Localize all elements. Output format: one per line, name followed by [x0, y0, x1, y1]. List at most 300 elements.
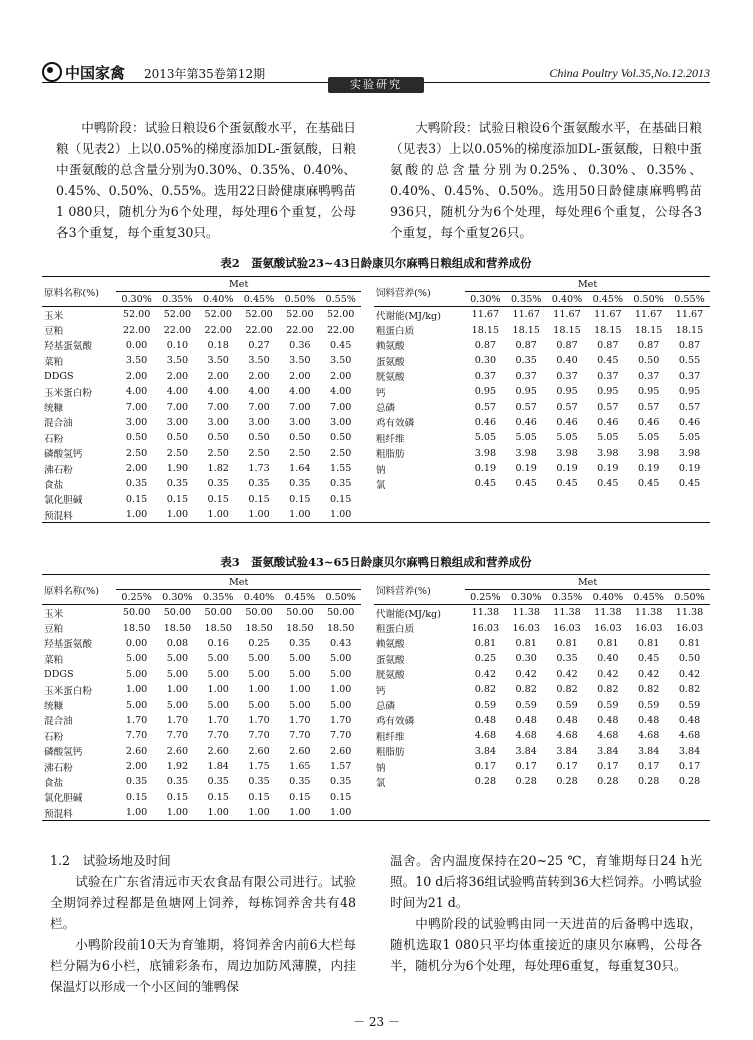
nutrient-value: 0.50 — [678, 653, 701, 665]
nutrient-value: 16.03 — [553, 622, 581, 634]
ingredient-value: 5.00 — [248, 699, 270, 711]
ingredient-value: 7.70 — [289, 730, 311, 742]
ingredient-value: 0.50 — [166, 432, 189, 444]
ingredient-value: 2.60 — [207, 745, 229, 757]
ingredient-value: 0.35 — [289, 776, 311, 788]
nutrient-value: 0.45 — [637, 478, 660, 490]
nutrient-name: 蛋氨酸 — [375, 356, 405, 368]
nutrient-value: 0.57 — [597, 401, 619, 413]
ingredient-value: 1.90 — [166, 463, 189, 475]
ingredient-name: 氯化胆碱 — [44, 793, 83, 805]
nutrient-value: 11.67 — [594, 309, 622, 321]
nutrient-value: 0.81 — [678, 637, 701, 649]
nutrient-value: 11.38 — [471, 607, 500, 619]
nutrient-value — [669, 507, 710, 523]
nutrient-value: 0.82 — [597, 684, 619, 696]
ingredient-value: 1.55 — [329, 463, 352, 475]
ingredient-value: 7.00 — [329, 401, 352, 413]
nutrient-value: 0.42 — [556, 668, 578, 680]
nutrient-value: 0.87 — [556, 339, 578, 351]
nutrient-value: 3.98 — [515, 447, 537, 459]
ingredient-value: 3.00 — [166, 416, 189, 428]
ingredient-value: 1.00 — [207, 684, 229, 696]
ingredient-value: 3.00 — [125, 416, 148, 428]
ingredient-value: 1.00 — [157, 805, 198, 821]
ingredient-value: 0.35 — [166, 776, 189, 788]
ingredient-value: 0.00 — [125, 339, 148, 351]
ingredient-value: 5.00 — [289, 668, 311, 680]
nutrient-name: 胱氨酸 — [375, 372, 405, 384]
ingredient-value: 1.70 — [125, 714, 148, 726]
nutrient-value — [506, 805, 547, 821]
met-level-header: 0.35% — [157, 292, 198, 307]
met-level-header: 0.35% — [506, 292, 547, 307]
nutrient-value: 0.45 — [637, 653, 660, 665]
met-level-header: 0.45% — [279, 590, 320, 605]
ingredient-name: 羟基蛋氨酸 — [44, 639, 92, 651]
nutrient-name: 粗纤维 — [375, 731, 405, 743]
nutrient-value: 0.19 — [597, 463, 619, 475]
ingredient-value: 2.00 — [125, 761, 148, 773]
met-level-header: 0.50% — [669, 590, 710, 605]
met-level-header: 0.45% — [239, 292, 280, 307]
nutrient-value: 0.28 — [474, 776, 497, 788]
nutrient-value: 0.19 — [515, 463, 537, 475]
ingredient-value: 50.00 — [122, 607, 151, 619]
met-level-header: 0.25% — [465, 590, 506, 605]
issue-label: 2013年第35卷第12期 — [144, 67, 266, 81]
nutrient-value: 4.68 — [637, 730, 660, 742]
ingredient-value: 1.70 — [248, 714, 270, 726]
ingredient-value: 1.82 — [207, 463, 229, 475]
column-gap — [361, 759, 374, 774]
ingredient-name: 玉米蛋白粉 — [44, 685, 92, 697]
nutrient-value: 0.95 — [637, 386, 660, 398]
column-gap — [361, 682, 374, 697]
ingredient-value: 2.00 — [125, 463, 148, 475]
nutrient-value: 0.46 — [637, 416, 660, 428]
ingredient-value: 18.50 — [326, 622, 355, 634]
ingredient-value: 1.00 — [289, 684, 311, 696]
journal-logo — [42, 62, 125, 83]
nutrient-value: 11.67 — [512, 309, 540, 321]
ingredient-value: 1.57 — [329, 761, 352, 773]
nutrient-value: 0.95 — [474, 386, 497, 398]
nutrient-value: 0.82 — [678, 684, 701, 696]
nutrient-value — [669, 805, 710, 821]
ingredient-value: 22.00 — [286, 324, 314, 336]
journal-emblem-icon — [42, 62, 62, 82]
nutrient-value: 0.81 — [474, 637, 497, 649]
nutrient-value — [506, 790, 547, 805]
nutrient-value: 0.48 — [678, 714, 701, 726]
ingredient-value: 0.35 — [248, 478, 270, 490]
ingredient-value: 3.50 — [329, 355, 352, 367]
ingredient-value: 4.00 — [329, 386, 352, 398]
ingredient-value: 5.00 — [125, 653, 148, 665]
ingredient-value: 1.00 — [125, 684, 148, 696]
nutrient-value: 3.98 — [637, 447, 660, 459]
ingredient-value: 4.00 — [248, 386, 270, 398]
ingredient-value: 0.35 — [289, 478, 311, 490]
nutrient-name: 蛋氨酸 — [375, 654, 405, 666]
met-level-header: 0.40% — [547, 292, 588, 307]
ingredient-value: 0.15 — [207, 493, 229, 505]
table-row — [42, 759, 710, 774]
ingredient-value: 0.35 — [248, 776, 270, 788]
nutrient-value: 11.38 — [594, 607, 622, 619]
nutrient-value: 0.55 — [678, 355, 701, 367]
nutrient-name: 总磷 — [375, 403, 395, 415]
table-header-row — [42, 575, 710, 590]
table-row — [42, 651, 710, 666]
nutrient-value — [587, 507, 628, 523]
ingredient-value: 2.00 — [207, 370, 229, 382]
ingredient-value: 2.50 — [166, 447, 189, 459]
ingredient-value: 18.50 — [163, 622, 192, 634]
nutrient-value: 0.45 — [515, 478, 537, 490]
nutrient-value — [547, 805, 588, 821]
ingredient-value: 0.35 — [125, 478, 148, 490]
ingredient-value: 0.25 — [248, 637, 270, 649]
column-gap — [361, 575, 374, 605]
column-gap — [361, 399, 374, 414]
section-heading: 1.2 试验场地及时间 — [50, 853, 171, 868]
ingredient-value: 0.35 — [166, 478, 189, 490]
ingredient-value: 1.00 — [198, 507, 239, 523]
nutrient-name: 粗纤维 — [375, 433, 405, 445]
nutrient-value: 3.84 — [474, 745, 497, 757]
nutrient-value: 0.37 — [637, 370, 660, 382]
column-gap — [361, 369, 374, 384]
ingredient-value: 5.00 — [166, 668, 189, 680]
nutrient-value: 5.05 — [678, 432, 701, 444]
table2 — [42, 276, 710, 523]
ingredient-value: 3.50 — [289, 355, 311, 367]
nutrient-value: 0.95 — [597, 386, 619, 398]
met-level-header: 0.45% — [628, 590, 669, 605]
table-row — [42, 384, 710, 399]
ingredient-value: 1.00 — [279, 805, 320, 821]
nutrient-value: 0.45 — [556, 478, 578, 490]
nutrient-value: 11.67 — [634, 309, 663, 321]
ingredient-value: 3.00 — [289, 416, 311, 428]
nutrient-value — [669, 492, 710, 507]
met-group-header: Met — [116, 277, 361, 292]
nutrient-value — [547, 790, 588, 805]
ingredient-value: 0.50 — [207, 432, 229, 444]
met-level-header: 0.40% — [587, 590, 628, 605]
nutrient-value: 0.48 — [597, 714, 619, 726]
column-gap — [361, 805, 374, 821]
nutrient-name: 赖氨酸 — [375, 341, 405, 353]
ingredient-value: 5.00 — [166, 653, 189, 665]
nutrient-name — [374, 507, 465, 523]
ingredient-value: 2.00 — [248, 370, 270, 382]
nutrient-name: 氯 — [375, 479, 386, 491]
ingredient-value: 0.35 — [207, 776, 229, 788]
ingredient-value: 50.00 — [326, 607, 355, 619]
table-row — [42, 461, 710, 476]
nutrient-name: 粗蛋白质 — [375, 326, 415, 338]
table-row — [42, 369, 710, 384]
ingredient-value: 1.70 — [289, 714, 311, 726]
nutrient-value: 0.87 — [678, 339, 701, 351]
ingredient-name: 氯化胆碱 — [44, 495, 83, 507]
ingredient-name: 食盐 — [44, 479, 64, 491]
ingredient-value: 0.10 — [166, 339, 189, 351]
nutrient-value: 11.38 — [512, 607, 540, 619]
section-paragraph-1: 试验在广东省清远市天农食品有限公司进行。试验全期饲养过程都是鱼塘网上饲养，每栋饲养舍共有48栏。 — [50, 874, 356, 931]
nutrient-value: 3.84 — [515, 745, 537, 757]
ingredient-value: 5.00 — [329, 668, 352, 680]
nutrient-name: 代谢能(MJ/kg) — [375, 310, 441, 322]
ingredient-value: 0.15 — [207, 791, 229, 803]
ingredient-name: 统糠 — [44, 403, 64, 415]
ingredient-name: 石粉 — [44, 433, 64, 445]
nutrient-name: 钙 — [375, 387, 386, 399]
nutrient-value: 5.05 — [556, 432, 578, 444]
table-row — [42, 430, 710, 445]
nutrient-value: 0.59 — [678, 699, 701, 711]
ingredient-value: 52.00 — [204, 309, 232, 321]
column-gap — [361, 384, 374, 399]
nutrient-name: 粗蛋白质 — [375, 624, 415, 636]
nutrient-value: 0.35 — [515, 355, 537, 367]
met-level-header: 0.35% — [547, 590, 588, 605]
nutrient-value: 0.57 — [474, 401, 497, 413]
ingredient-value: 2.00 — [329, 370, 352, 382]
ingredient-value: 4.00 — [166, 386, 189, 398]
table-row — [42, 605, 710, 621]
ingredient-value: 1.00 — [320, 507, 361, 523]
nutrient-value: 0.42 — [637, 668, 660, 680]
nutrient-value: 4.68 — [597, 730, 619, 742]
ingredient-name: 玉米 — [44, 608, 64, 620]
ingredient-value: 3.50 — [125, 355, 148, 367]
nutrient-value: 16.03 — [512, 622, 540, 634]
nutrient-value: 0.57 — [515, 401, 537, 413]
nutrient-value: 0.42 — [597, 668, 619, 680]
nutrient-value: 0.59 — [474, 699, 497, 711]
ingredient-value: 1.92 — [166, 761, 189, 773]
nutrient-value: 0.87 — [597, 339, 619, 351]
nutrient-value: 0.82 — [474, 684, 497, 696]
ingredient-value: 2.50 — [289, 447, 311, 459]
met-group-header: Met — [465, 277, 710, 292]
nutrient-value: 0.81 — [597, 637, 619, 649]
nutrient-name: 鸡有效磷 — [375, 716, 415, 728]
met-group-header: Met — [116, 575, 361, 590]
nutrient-value: 11.67 — [471, 309, 500, 321]
ingredient-value: 3.00 — [248, 416, 270, 428]
ingredient-value: 7.00 — [207, 401, 229, 413]
ingredient-name: DDGS — [44, 668, 74, 680]
ingredient-value: 50.00 — [204, 607, 232, 619]
met-level-header: 0.40% — [239, 590, 280, 605]
ingredient-value: 3.50 — [207, 355, 229, 367]
nutrient-value: 18.15 — [512, 324, 540, 336]
ingredient-value: 0.15 — [289, 791, 311, 803]
table-row — [42, 774, 710, 789]
nutrient-value: 0.40 — [556, 355, 578, 367]
ingredient-value: 0.45 — [329, 339, 352, 351]
ingredient-value: 52.00 — [326, 309, 355, 321]
ingredient-value: 0.35 — [289, 637, 311, 649]
table-row — [42, 667, 710, 682]
nutrient-name: 氯 — [375, 777, 386, 789]
ingredient-value: 3.50 — [166, 355, 189, 367]
nutrient-value: 3.98 — [678, 447, 701, 459]
nutrient-value: 0.95 — [678, 386, 701, 398]
column-gap — [361, 697, 374, 712]
nutrient-column-header: 饲料营养(%) — [374, 575, 465, 605]
nutrient-value: 18.15 — [594, 324, 622, 336]
table-row — [42, 307, 710, 323]
nutrient-value — [628, 492, 669, 507]
column-gap — [361, 605, 374, 621]
nutrient-value: 16.03 — [471, 622, 500, 634]
nutrient-value: 0.25 — [474, 653, 497, 665]
ingredient-column-header: 原料名称(%) — [42, 277, 116, 307]
ingredient-value: 0.36 — [289, 339, 311, 351]
ingredient-value: 2.50 — [248, 447, 270, 459]
nutrient-value: 18.15 — [634, 324, 663, 336]
ingredient-value: 0.50 — [125, 432, 148, 444]
nutrient-value: 0.81 — [637, 637, 660, 649]
ingredient-value: 3.50 — [248, 355, 270, 367]
met-level-header: 0.30% — [465, 292, 506, 307]
table-header-row — [42, 277, 710, 292]
ingredient-name: DDGS — [44, 370, 74, 382]
nutrient-value: 0.46 — [597, 416, 619, 428]
nutrient-value — [465, 492, 506, 507]
nutrient-value: 0.42 — [515, 668, 537, 680]
ingredient-value: 2.60 — [289, 745, 311, 757]
ingredient-value: 5.00 — [207, 699, 229, 711]
nutrient-value: 0.57 — [637, 401, 660, 413]
column-gap — [361, 774, 374, 789]
ingredient-value: 50.00 — [163, 607, 192, 619]
table-row — [42, 399, 710, 414]
section-paragraph-4: 中鸭阶段的试验鸭由同一天进苗的后备鸭中选取，随机选取1 080只平均体重接近的康贝尔麻鸭，公母各半，随机分为6个处理，每处理6重复，每重复30只。 — [390, 916, 702, 973]
table-row — [42, 805, 710, 821]
nutrient-value: 0.82 — [556, 684, 578, 696]
column-gap — [361, 476, 374, 491]
nutrient-value — [587, 790, 628, 805]
table-row — [42, 492, 710, 507]
section-paragraph-2: 小鸭阶段前10天为育雏期，将饲养舍内前6大栏每栏分隔为6小栏，底铺彩条布，周边加防风薄膜，内挂保温灯以形成一个小区间的雏鸭保 — [50, 937, 356, 994]
table-row — [42, 790, 710, 805]
ingredient-value: 22.00 — [122, 324, 151, 336]
nutrient-value: 16.03 — [634, 622, 663, 634]
nutrient-value: 16.03 — [675, 622, 704, 634]
ingredient-value: 7.70 — [166, 730, 189, 742]
column-gap — [361, 728, 374, 743]
ingredient-name: 菜粕 — [44, 654, 64, 666]
ingredient-value: 1.65 — [289, 761, 311, 773]
nutrient-name: 钠 — [375, 464, 386, 476]
left-top-paragraph: 中鸭阶段：试验日粮设6个蛋氨酸水平，在基础日粮（见表2）上以0.05%的梯度添加DL-蛋氨酸，日粮中蛋氨酸的总含量分别为0.30%、0.35%、0.40%、0.45%、0.50%、0.55%。选用22日龄健康麻鸭鸭苗1 080只，随机分为6个处理，每处理6个重复，公母各3个重复，每个重复30只。 — [56, 120, 356, 240]
ingredient-name: 沸石粉 — [44, 762, 73, 774]
table-row — [42, 682, 710, 697]
table-row — [42, 507, 710, 523]
nutrient-value: 0.81 — [515, 637, 537, 649]
ingredient-name: 豆粕 — [44, 624, 64, 636]
ingredient-value: 7.70 — [329, 730, 352, 742]
column-gap — [361, 461, 374, 476]
table-row — [42, 744, 710, 759]
ingredient-value: 0.15 — [248, 791, 270, 803]
ingredient-value: 0.15 — [329, 791, 352, 803]
ingredient-name: 石粉 — [44, 731, 64, 743]
ingredient-value: 2.60 — [248, 745, 270, 757]
ingredient-name: 羟基蛋氨酸 — [44, 341, 92, 353]
column-gap — [361, 507, 374, 523]
nutrient-value: 0.17 — [556, 761, 578, 773]
nutrient-value: 0.45 — [597, 355, 619, 367]
nutrient-value: 0.57 — [556, 401, 578, 413]
column-gap — [361, 636, 374, 651]
ingredient-value: 1.00 — [239, 805, 280, 821]
met-level-header: 0.30% — [506, 590, 547, 605]
table3-caption: 表3 蛋氨酸试验43~65日龄康贝尔麻鸭日粮组成和营养成份 — [220, 555, 532, 569]
nutrient-value: 0.59 — [556, 699, 578, 711]
nutrient-value: 0.28 — [597, 776, 619, 788]
page-number: － 23 － — [353, 1015, 400, 1029]
nutrient-value: 11.38 — [634, 607, 663, 619]
nutrient-value: 3.84 — [637, 745, 660, 757]
ingredient-value: 1.00 — [157, 507, 198, 523]
ingredient-value: 4.00 — [289, 386, 311, 398]
ingredient-value: 22.00 — [245, 324, 273, 336]
ingredient-name: 菜粕 — [44, 356, 64, 368]
table-row — [42, 636, 710, 651]
ingredient-name: 统糠 — [44, 701, 64, 713]
nutrient-value: 0.48 — [515, 714, 537, 726]
nutrient-value: 5.05 — [474, 432, 497, 444]
ingredient-value: 7.70 — [207, 730, 229, 742]
ingredient-value: 1.64 — [289, 463, 311, 475]
ingredient-value: 1.70 — [329, 714, 352, 726]
nutrient-value: 0.45 — [474, 478, 497, 490]
nutrient-value: 3.84 — [556, 745, 578, 757]
nutrient-value: 0.17 — [678, 761, 701, 773]
nutrient-value: 0.19 — [637, 463, 660, 475]
nutrient-value: 0.46 — [515, 416, 537, 428]
ingredient-value: 1.75 — [248, 761, 270, 773]
ingredient-value: 3.00 — [207, 416, 229, 428]
nutrient-value: 0.59 — [597, 699, 619, 711]
nutrient-value: 0.28 — [637, 776, 660, 788]
column-gap — [361, 415, 374, 430]
running-header — [42, 60, 710, 91]
column-gap — [361, 620, 374, 635]
ingredient-name: 预混料 — [42, 805, 116, 821]
column-gap — [361, 667, 374, 682]
nutrient-value: 0.81 — [556, 637, 578, 649]
column-gap — [361, 277, 374, 307]
ingredient-value: 52.00 — [286, 309, 314, 321]
ingredient-value: 18.50 — [122, 622, 151, 634]
ingredient-value: 5.00 — [248, 668, 270, 680]
logo-text: 中国家禽 — [65, 64, 126, 82]
nutrient-value: 0.17 — [474, 761, 497, 773]
nutrient-value: 3.98 — [597, 447, 619, 459]
met-level-header: 0.55% — [669, 292, 710, 307]
ingredient-value: 18.50 — [286, 622, 314, 634]
ingredient-name: 食盐 — [44, 777, 64, 789]
